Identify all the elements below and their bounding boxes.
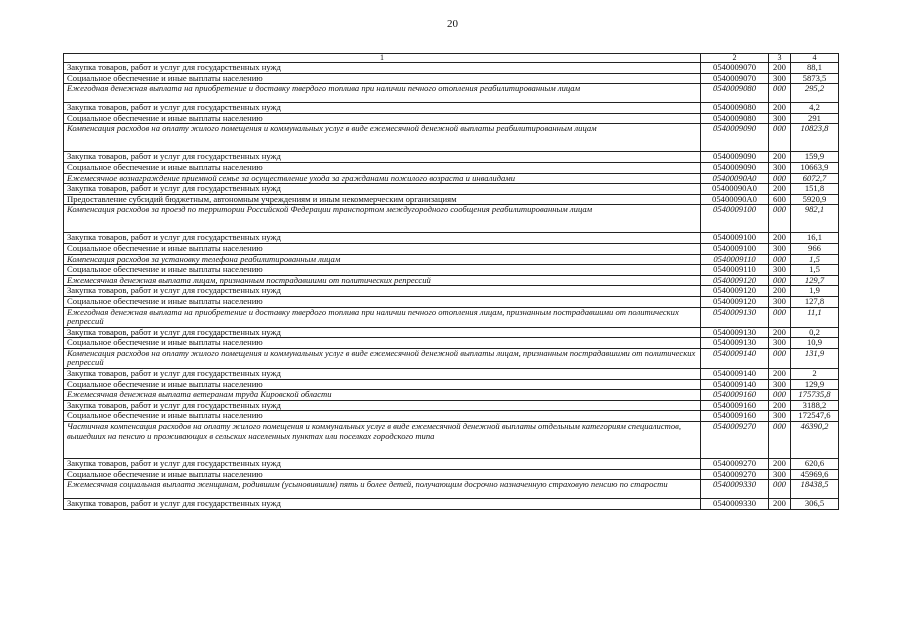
row-amount-cell: 1,9	[791, 286, 839, 297]
row-name-cell: Закупка товаров, работ и услуг для государственных нужд	[64, 63, 701, 74]
row-expense-type-cell: 200	[769, 400, 791, 411]
table-row	[64, 73, 839, 84]
table-row	[64, 411, 839, 422]
row-name-cell: Компенсация расходов на оплату жилого помещения и коммунальных услуг в виде ежемесячной денежной выплаты реабилитированным лицам	[64, 124, 701, 152]
row-code-cell: 05400090А0	[701, 173, 769, 184]
row-amount-cell: 1,5	[791, 254, 839, 265]
row-amount-cell: 131,9	[791, 348, 839, 368]
row-name-cell: Ежегодная денежная выплата на приобретение и доставку твердого топлива при наличии печного отопления лицам, признанным пострадавшими от политических репрессий	[64, 307, 701, 327]
row-expense-type-cell: 000	[769, 307, 791, 327]
row-name-cell: Социальное обеспечение и иные выплаты населению	[64, 338, 701, 349]
row-amount-cell: 291	[791, 113, 839, 124]
row-amount-cell: 295,2	[791, 84, 839, 103]
row-code-cell: 0540009100	[701, 233, 769, 244]
table-row	[64, 307, 839, 327]
row-expense-type-cell: 200	[769, 286, 791, 297]
row-amount-cell: 172547,6	[791, 411, 839, 422]
row-expense-type-cell: 300	[769, 162, 791, 173]
row-expense-type-cell: 000	[769, 422, 791, 459]
row-expense-type-cell: 300	[769, 411, 791, 422]
table-header-row	[64, 54, 839, 63]
row-name-cell: Социальное обеспечение и иные выплаты населению	[64, 296, 701, 307]
row-name-cell: Закупка товаров, работ и услуг для государственных нужд	[64, 103, 701, 114]
table-row	[64, 286, 839, 297]
row-expense-type-cell: 000	[769, 348, 791, 368]
row-amount-cell: 10663,9	[791, 162, 839, 173]
table-row	[64, 162, 839, 173]
row-expense-type-cell: 000	[769, 84, 791, 103]
row-expense-type-cell: 200	[769, 369, 791, 380]
row-expense-type-cell: 000	[769, 205, 791, 233]
table-row	[64, 265, 839, 276]
row-code-cell: 0540009080	[701, 113, 769, 124]
row-code-cell: 0540009100	[701, 243, 769, 254]
row-name-cell: Социальное обеспечение и иные выплаты населению	[64, 162, 701, 173]
row-code-cell: 0540009140	[701, 369, 769, 380]
row-expense-type-cell: 000	[769, 124, 791, 152]
row-expense-type-cell: 000	[769, 254, 791, 265]
row-amount-cell: 4,2	[791, 103, 839, 114]
table-row	[64, 422, 839, 459]
table-row	[64, 499, 839, 510]
row-amount-cell: 3188,2	[791, 400, 839, 411]
row-amount-cell: 88,1	[791, 63, 839, 74]
row-expense-type-cell: 600	[769, 194, 791, 205]
table-row	[64, 63, 839, 74]
row-code-cell: 0540009330	[701, 480, 769, 499]
row-name-cell: Компенсация расходов за проезд по территории Российской Федерации транспортом междугородного сообщения реабилитированным лицам	[64, 205, 701, 233]
row-code-cell: 0540009120	[701, 286, 769, 297]
row-amount-cell: 6072,7	[791, 173, 839, 184]
row-expense-type-cell: 200	[769, 152, 791, 163]
row-amount-cell: 127,8	[791, 296, 839, 307]
row-name-cell: Социальное обеспечение и иные выплаты населению	[64, 113, 701, 124]
row-name-cell: Закупка товаров, работ и услуг для государственных нужд	[64, 369, 701, 380]
row-name-cell: Ежемесячное вознаграждение приемной семье за осуществление ухода за гражданами пожилого возраста и инвалидами	[64, 173, 701, 184]
row-code-cell: 0540009270	[701, 422, 769, 459]
table-row	[64, 338, 839, 349]
header-cell-amount: 4	[791, 54, 839, 63]
table-row	[64, 379, 839, 390]
row-amount-cell: 5920,9	[791, 194, 839, 205]
row-code-cell: 0540009120	[701, 275, 769, 286]
row-expense-type-cell: 300	[769, 296, 791, 307]
row-expense-type-cell: 000	[769, 480, 791, 499]
table-row	[64, 275, 839, 286]
row-name-cell: Ежемесячная денежная выплата ветеранам труда Кировской области	[64, 390, 701, 401]
row-expense-type-cell: 000	[769, 173, 791, 184]
table-row	[64, 194, 839, 205]
row-amount-cell: 306,5	[791, 499, 839, 510]
row-amount-cell: 46390,2	[791, 422, 839, 459]
table-row	[64, 205, 839, 233]
row-code-cell: 0540009160	[701, 400, 769, 411]
budget-table	[63, 53, 839, 510]
row-code-cell: 0540009140	[701, 348, 769, 368]
table-row	[64, 243, 839, 254]
row-name-cell: Социальное обеспечение и иные выплаты населению	[64, 265, 701, 276]
row-amount-cell: 151,8	[791, 184, 839, 195]
row-code-cell: 0540009100	[701, 205, 769, 233]
row-amount-cell: 16,1	[791, 233, 839, 244]
row-expense-type-cell: 000	[769, 275, 791, 286]
row-amount-cell: 45969,6	[791, 469, 839, 480]
header-cell-code: 2	[701, 54, 769, 63]
row-name-cell: Социальное обеспечение и иные выплаты населению	[64, 379, 701, 390]
table-row	[64, 469, 839, 480]
row-name-cell: Ежемесячная денежная выплата лицам, признанным пострадавшими от политических репрессий	[64, 275, 701, 286]
table-row	[64, 390, 839, 401]
table-row	[64, 296, 839, 307]
row-amount-cell: 175735,8	[791, 390, 839, 401]
row-expense-type-cell: 300	[769, 265, 791, 276]
table-row	[64, 254, 839, 265]
row-name-cell: Ежемесячная социальная выплата женщинам, родившим (усыновившим) пять и более детей, получающим досрочно назначенную страховую пенсию по старости	[64, 480, 701, 499]
row-expense-type-cell: 200	[769, 184, 791, 195]
row-code-cell: 0540009140	[701, 379, 769, 390]
row-name-cell: Частичная компенсация расходов на оплату жилого помещения и коммунальных услуг в виде ежемесячной денежной выплаты отдельным категориям специалистов, вышедших на пенсию и проживающих в сельских населенных пунктах или поселках городского типа	[64, 422, 701, 459]
table-row	[64, 233, 839, 244]
row-expense-type-cell: 200	[769, 499, 791, 510]
row-name-cell: Компенсация расходов на оплату жилого помещения и коммунальных услуг в виде ежемесячной денежной выплаты лицам, признанным пострадавшими от политических репрессий	[64, 348, 701, 368]
row-code-cell: 0540009160	[701, 411, 769, 422]
row-amount-cell: 10,9	[791, 338, 839, 349]
row-amount-cell: 966	[791, 243, 839, 254]
table-row	[64, 113, 839, 124]
table-row	[64, 400, 839, 411]
row-code-cell: 0540009130	[701, 307, 769, 327]
table-row	[64, 184, 839, 195]
row-code-cell: 0540009110	[701, 265, 769, 276]
row-amount-cell: 620,6	[791, 459, 839, 470]
row-amount-cell: 2	[791, 369, 839, 380]
row-expense-type-cell: 200	[769, 63, 791, 74]
row-name-cell: Предоставление субсидий бюджетным, автономным учреждениям и иным некоммерческим организациям	[64, 194, 701, 205]
row-code-cell: 05400090А0	[701, 184, 769, 195]
header-cell-expense-type: 3	[769, 54, 791, 63]
table-row	[64, 459, 839, 470]
table-row	[64, 348, 839, 368]
row-amount-cell: 129,7	[791, 275, 839, 286]
table-row	[64, 84, 839, 103]
row-name-cell: Социальное обеспечение и иные выплаты населению	[64, 73, 701, 84]
row-name-cell: Социальное обеспечение и иные выплаты населению	[64, 411, 701, 422]
row-name-cell: Компенсация расходов за установку телефона реабилитированным лицам	[64, 254, 701, 265]
row-code-cell: 0540009080	[701, 84, 769, 103]
row-amount-cell: 5873,5	[791, 73, 839, 84]
row-amount-cell: 0,2	[791, 327, 839, 338]
row-code-cell: 0540009110	[701, 254, 769, 265]
row-name-cell: Закупка товаров, работ и услуг для государственных нужд	[64, 499, 701, 510]
row-amount-cell: 129,9	[791, 379, 839, 390]
row-expense-type-cell: 300	[769, 338, 791, 349]
table-row	[64, 173, 839, 184]
row-code-cell: 0540009070	[701, 63, 769, 74]
row-expense-type-cell: 200	[769, 233, 791, 244]
row-expense-type-cell: 300	[769, 73, 791, 84]
table-row	[64, 152, 839, 163]
row-code-cell: 0540009270	[701, 459, 769, 470]
row-amount-cell: 11,1	[791, 307, 839, 327]
row-code-cell: 05400090А0	[701, 194, 769, 205]
header-cell-name: 1	[64, 54, 701, 63]
row-code-cell: 0540009130	[701, 338, 769, 349]
row-name-cell: Закупка товаров, работ и услуг для государственных нужд	[64, 286, 701, 297]
row-code-cell: 0540009130	[701, 327, 769, 338]
row-expense-type-cell: 000	[769, 390, 791, 401]
row-code-cell: 0540009160	[701, 390, 769, 401]
row-amount-cell: 159,9	[791, 152, 839, 163]
row-code-cell: 0540009070	[701, 73, 769, 84]
row-name-cell: Закупка товаров, работ и услуг для государственных нужд	[64, 327, 701, 338]
table-row	[64, 369, 839, 380]
row-expense-type-cell: 300	[769, 243, 791, 254]
row-code-cell: 0540009330	[701, 499, 769, 510]
row-expense-type-cell: 200	[769, 103, 791, 114]
row-code-cell: 0540009090	[701, 152, 769, 163]
row-code-cell: 0540009090	[701, 124, 769, 152]
row-amount-cell: 18438,5	[791, 480, 839, 499]
row-expense-type-cell: 200	[769, 327, 791, 338]
row-name-cell: Закупка товаров, работ и услуг для государственных нужд	[64, 459, 701, 470]
row-code-cell: 0540009090	[701, 162, 769, 173]
table-row	[64, 103, 839, 114]
row-name-cell: Закупка товаров, работ и услуг для государственных нужд	[64, 233, 701, 244]
row-expense-type-cell: 300	[769, 469, 791, 480]
row-code-cell: 0540009270	[701, 469, 769, 480]
row-code-cell: 0540009120	[701, 296, 769, 307]
row-expense-type-cell: 300	[769, 113, 791, 124]
row-name-cell: Социальное обеспечение и иные выплаты населению	[64, 243, 701, 254]
row-amount-cell: 10823,8	[791, 124, 839, 152]
row-amount-cell: 982,1	[791, 205, 839, 233]
row-name-cell: Социальное обеспечение и иные выплаты населению	[64, 469, 701, 480]
row-name-cell: Закупка товаров, работ и услуг для государственных нужд	[64, 400, 701, 411]
row-expense-type-cell: 300	[769, 379, 791, 390]
row-name-cell: Закупка товаров, работ и услуг для государственных нужд	[64, 152, 701, 163]
row-amount-cell: 1,5	[791, 265, 839, 276]
row-name-cell: Закупка товаров, работ и услуг для государственных нужд	[64, 184, 701, 195]
table-row	[64, 124, 839, 152]
row-code-cell: 0540009080	[701, 103, 769, 114]
row-expense-type-cell: 200	[769, 459, 791, 470]
table-row	[64, 327, 839, 338]
page-number: 20	[447, 18, 458, 30]
table-row	[64, 480, 839, 499]
row-name-cell: Ежегодная денежная выплата на приобретение и доставку твердого топлива при наличии печного отопления реабилитированным лицам	[64, 84, 701, 103]
